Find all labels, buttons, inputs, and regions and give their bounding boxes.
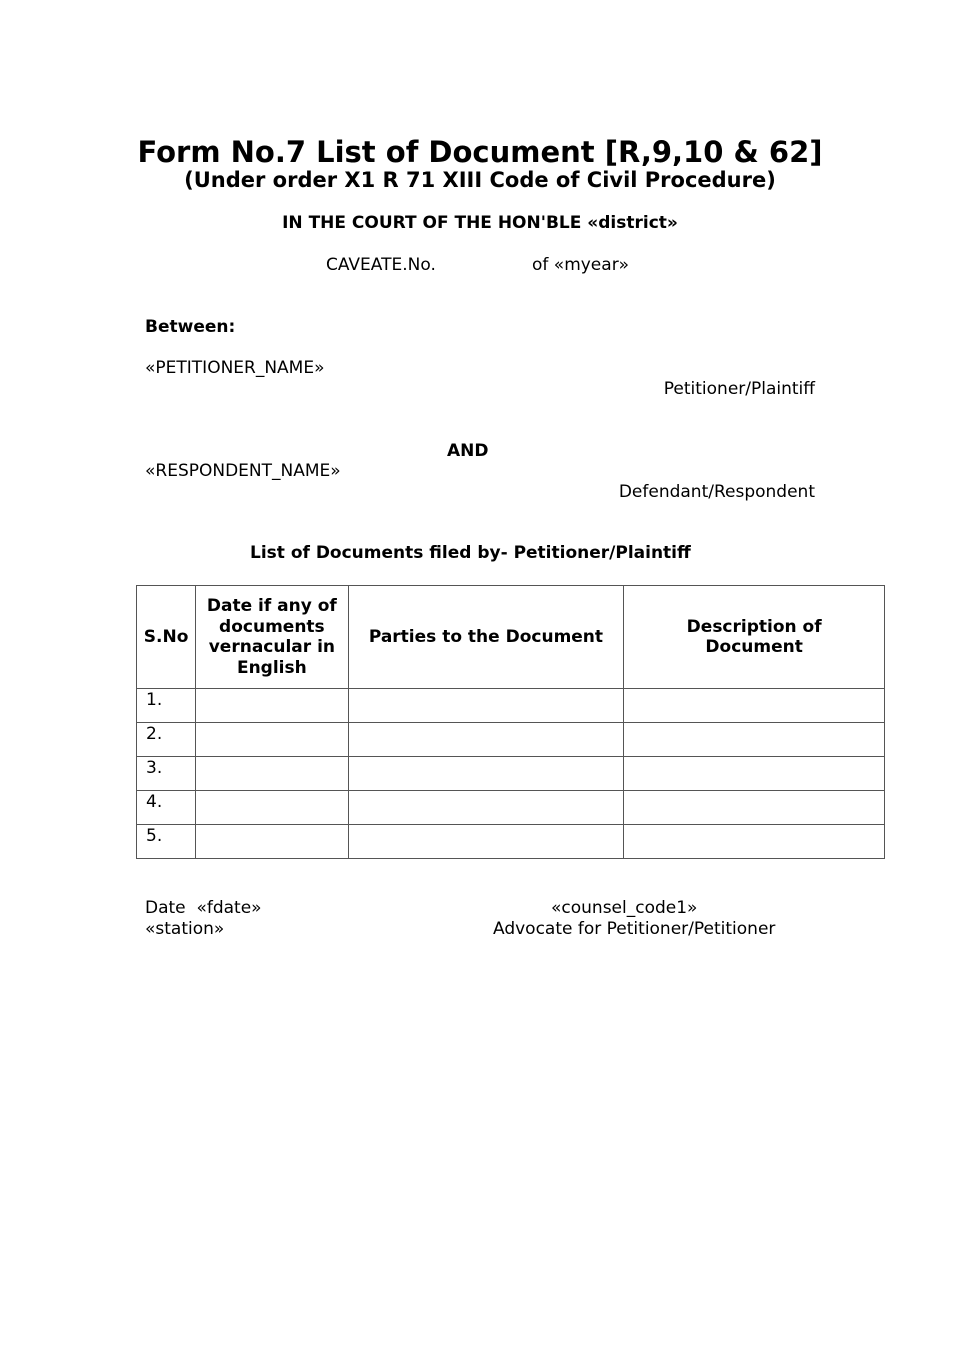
header-parties: Parties to the Document (348, 586, 624, 689)
description-cell[interactable] (624, 757, 885, 791)
court-heading: IN THE COURT OF THE HON'BLE «district» (282, 213, 678, 233)
row-number: 3. (137, 757, 196, 791)
advocate-label: Advocate for Petitioner/Petitioner (493, 919, 776, 939)
table-row (137, 723, 885, 757)
table-header-row (137, 586, 885, 689)
parties-cell[interactable] (348, 757, 624, 791)
documents-table (136, 585, 885, 859)
form-title: Form No.7 List of Document [R,9,10 & 62] (137, 135, 823, 169)
description-cell[interactable] (624, 791, 885, 825)
and-label: AND (447, 441, 489, 461)
parties-cell[interactable] (348, 689, 624, 723)
caveat-number-label: CAVEATE.No. (326, 255, 436, 275)
header-date: Date if any of documents vernacular in English (196, 586, 348, 689)
row-number: 2. (137, 723, 196, 757)
parties-cell[interactable] (348, 825, 624, 859)
counsel-code: «counsel_code1» (551, 898, 698, 918)
header-description: Description of Document (624, 586, 885, 689)
row-number: 4. (137, 791, 196, 825)
between-label: Between: (145, 317, 236, 337)
date-cell[interactable] (196, 757, 348, 791)
parties-cell[interactable] (348, 791, 624, 825)
date-cell[interactable] (196, 723, 348, 757)
respondent-name: «RESPONDENT_NAME» (145, 461, 341, 481)
respondent-role: Defendant/Respondent (618, 482, 815, 502)
form-subtitle: (Under order X1 R 71 XIII Code of Civil Procedure) (184, 168, 776, 192)
table-row (137, 689, 885, 723)
date-cell[interactable] (196, 825, 348, 859)
row-number: 1. (137, 689, 196, 723)
date-cell[interactable] (196, 791, 348, 825)
header-sno: S.No (137, 586, 196, 689)
table-row (137, 825, 885, 859)
caveat-year: of «myear» (532, 255, 630, 275)
petitioner-role: Petitioner/Plaintiff (663, 379, 815, 399)
row-number: 5. (137, 825, 196, 859)
petitioner-name: «PETITIONER_NAME» (145, 358, 325, 378)
description-cell[interactable] (624, 825, 885, 859)
filing-date: Date «fdate» (145, 898, 262, 918)
date-cell[interactable] (196, 689, 348, 723)
parties-cell[interactable] (348, 723, 624, 757)
description-cell[interactable] (624, 689, 885, 723)
station: «station» (145, 919, 225, 939)
table-row (137, 757, 885, 791)
list-heading: List of Documents filed by- Petitioner/Plaintiff (250, 543, 691, 563)
table-row (137, 791, 885, 825)
description-cell[interactable] (624, 723, 885, 757)
